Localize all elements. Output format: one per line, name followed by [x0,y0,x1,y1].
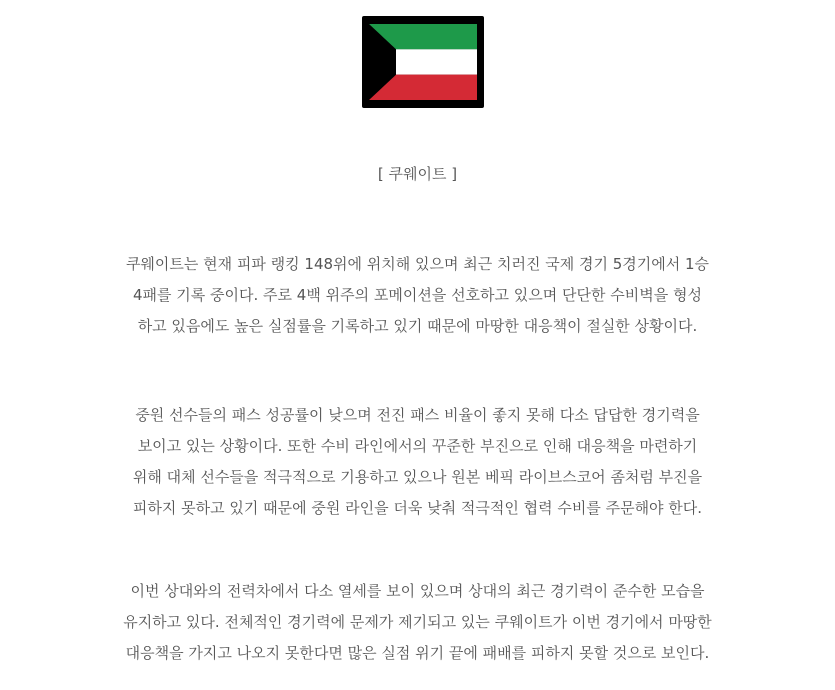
paragraph-line: 이번 상대와의 전력차에서 다소 열세를 보이 있으며 상대의 최근 경기력이 준수한 모습을 [130,582,705,600]
paragraph-line: 중원 선수들의 패스 성공률이 낮으며 전진 패스 비율이 좋지 못해 다소 답답한 경기력을 [135,406,700,424]
paragraph-outlook [100,576,735,669]
paragraph-midfield [100,400,735,524]
image-caption: [ 쿠웨이트 ] [377,165,458,183]
paragraph-line: 피하지 못하고 있기 때문에 중원 라인을 더욱 낮춰 적극적인 협력 수비를 주문해야 한다. [132,499,703,517]
kuwait-flag-icon [369,24,477,100]
paragraph-line: 쿠웨이트는 현재 피파 랭킹 148위에 위치해 있으며 최근 치러진 국제 경기 5경기에서 1승 [125,255,710,273]
paragraph-line: 보이고 있는 상황이다. 또한 수비 라인에서의 꾸준한 부진으로 인해 대응책을 마련하기 [137,437,698,455]
paragraph-line: 하고 있음에도 높은 실점률을 기록하고 있기 때문에 마땅한 대응책이 절실한 상황이다. [137,317,698,335]
paragraph-ranking [100,249,735,342]
flag-image-frame [362,16,484,108]
paragraph-line: 대응책을 가지고 나오지 못한다면 많은 실점 위기 끝에 패배를 피하지 못할 것으로 보인다. [125,644,710,662]
paragraph-line: 위해 대체 선수들을 적극적으로 기용하고 있으나 원본 베픽 라이브스코어 좀처럼 부진을 [132,468,703,486]
paragraph-line: 4패를 기록 중이다. 주로 4백 위주의 포메이션을 선호하고 있으며 단단한 수비벽을 형성 [133,286,702,304]
paragraph-line: 유지하고 있다. 전체적인 경기력에 문제가 제기되고 있는 쿠웨이트가 이번 경기에서 마땅한 [123,613,712,631]
